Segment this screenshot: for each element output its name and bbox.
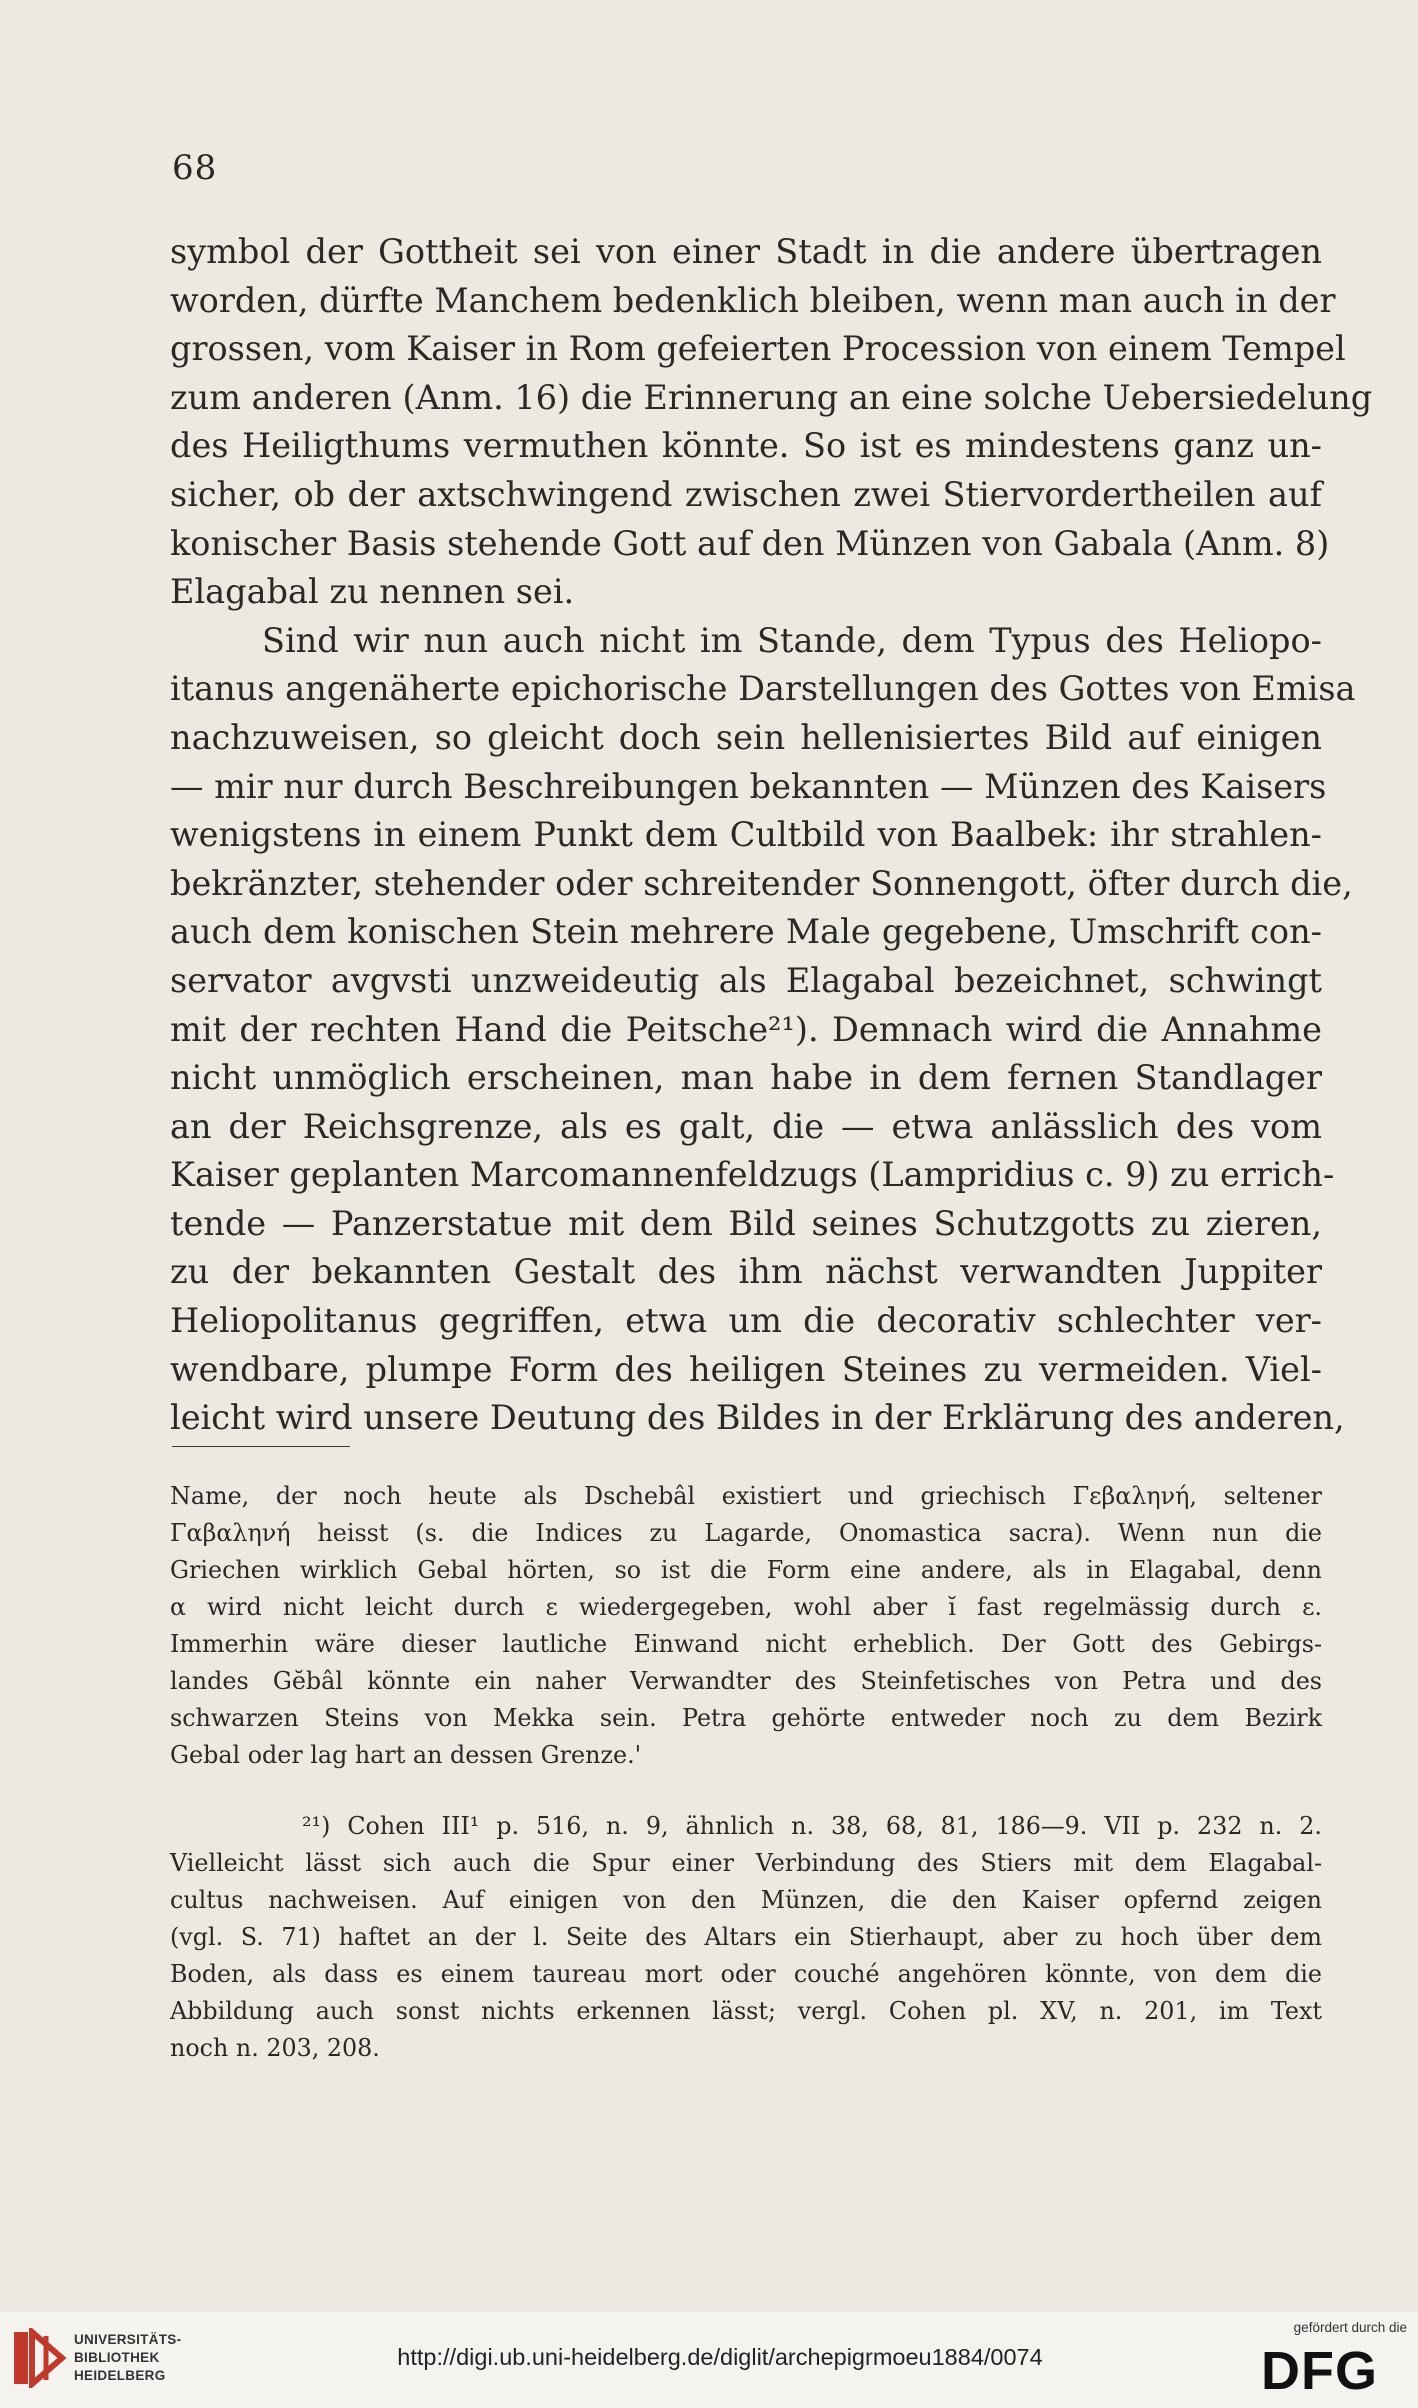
body-line: des Heiligthums vermuthen könnte. So ist es mindestens ganz un- [170, 426, 1322, 466]
source-url-link[interactable]: http://digi.ub.uni-heidelberg.de/diglit/archepigrmoeu1884/0074 [397, 2344, 1043, 2370]
footnote-line: Immerhin wäre dieser lautliche Einwand nicht erheblich. Der Gott des Gebirgs- [170, 1630, 1322, 1658]
footnote-line: schwarzen Steins von Mekka sein. Petra gehörte entweder noch zu dem Bezirk [170, 1704, 1322, 1732]
library-name-line: UNIVERSITÄTS- [74, 2332, 182, 2347]
footnote-continued [170, 1478, 1322, 1774]
body-line: Sind wir nun auch nicht im Stande, dem Typus des Heliopo- [262, 620, 1322, 660]
library-emblem-icon [12, 2328, 66, 2388]
footnote-line: ²¹) Cohen III¹ p. 516, n. 9, ähnlich n. 38, 68, 81, 186—9. VII p. 232 n. 2. [302, 1812, 1322, 1840]
body-line: grossen, vom Kaiser in Rom gefeierten Procession von einem Tempel [170, 329, 1346, 369]
footnote-line: Name, der noch heute als Dschebâl existiert und griechisch Γεβαληνή, seltener [170, 1482, 1322, 1510]
body-line: nicht unmöglich erscheinen, man habe in dem fernen Standlager [170, 1058, 1322, 1098]
body-line: konischer Basis stehende Gott auf den Münzen von Gabala (Anm. 8) [170, 523, 1330, 563]
body-line: — mir nur durch Beschreibungen bekannten — Münzen des Kaisers [170, 766, 1327, 806]
footnote-line: landes Gĕbâl könnte ein naher Verwandter des Steinfetisches von Petra und des [170, 1667, 1322, 1695]
library-name-line: HEIDELBERG [74, 2368, 166, 2383]
funder-caption: gefördert durch die [1293, 2320, 1407, 2335]
body-text [170, 228, 1373, 1443]
body-line: servator avgvsti unzweideutig als Elagabal bezeichnet, schwingt [170, 960, 1322, 1000]
footnote-line: Vielleicht lässt sich auch die Spur einer Verbindung des Stiers mit dem Elagabal- [170, 1849, 1322, 1877]
body-line: symbol der Gottheit sei von einer Stadt in die andere übertragen [170, 232, 1322, 271]
footnote-line: cultus nachweisen. Auf einigen von den Münzen, die den Kaiser opfernd zeigen [170, 1886, 1322, 1914]
body-line: Heliopolitanus gegriffen, etwa um die decorativ schlechter ver- [170, 1301, 1322, 1341]
body-line: wenigstens in einem Punkt dem Cultbild von Baalbek: ihr strahlen- [170, 815, 1322, 855]
body-line: leicht wird unsere Deutung des Bildes in der Erklärung des anderen, [170, 1398, 1345, 1438]
dfg-wordmark: DFG [1261, 2341, 1378, 2401]
body-line: an der Reichsgrenze, als es galt, die — etwa anlässlich des vom [170, 1106, 1322, 1146]
footnote-line: Abbildung auch sonst nichts erkennen lässt; vergl. Cohen pl. XV, n. 201, im Text [170, 1997, 1322, 2025]
dfg-logo[interactable] [1255, 2320, 1413, 2400]
body-line: sicher, ob der axtschwingend zwischen zwei Stiervordertheilen auf [170, 474, 1322, 514]
footnote-line: noch n. 203, 208. [170, 2034, 380, 2062]
body-line: bekränzter, stehender oder schreitender Sonnengott, öfter durch die, [170, 863, 1353, 903]
university-library-logo[interactable] [12, 2328, 187, 2388]
body-line: nachzuweisen, so gleicht doch sein hellenisiertes Bild auf einigen [170, 717, 1322, 757]
body-line: zum anderen (Anm. 16) die Erinnerung an eine solche Uebersiedelung [170, 377, 1373, 417]
footnote-line: Gebal oder lag hart an dessen Grenze.' [170, 1741, 642, 1769]
body-line: mit der rechten Hand die Peitsche²¹). Demnach wird die Annahme [170, 1009, 1322, 1049]
footnote-line: Griechen wirklich Gebal hörten, so ist die Form eine andere, als in Elagabal, denn [170, 1556, 1322, 1584]
footnote-21 [170, 1808, 1322, 2067]
body-line: worden, dürfte Manchem bedenklich bleiben, wenn man auch in der [170, 280, 1336, 320]
body-line: wendbare, plumpe Form des heiligen Steines zu vermeiden. Viel- [170, 1349, 1322, 1389]
footnote-line: Γαβαληνή heisst (s. die Indices zu Lagarde, Onomastica sacra). Wenn nun die [170, 1519, 1322, 1547]
footnote-line: α wird nicht leicht durch ε wiedergegeben, wohl aber ĭ fast regelmässig durch ε. [170, 1593, 1322, 1621]
footnote-line: Boden, als dass es einem taureau mort oder couché angehören könnte, von dem die [170, 1960, 1322, 1988]
body-line: itanus angenäherte epichorische Darstellungen des Gottes von Emisa [170, 669, 1356, 709]
library-name-line: BIBLIOTHEK [74, 2350, 160, 2365]
footnote-separator [172, 1446, 350, 1447]
body-line: zu der bekannten Gestalt des ihm nächst verwandten Juppiter [170, 1252, 1322, 1292]
body-line: tende — Panzerstatue mit dem Bild seines Schutzgotts zu zieren, [170, 1203, 1322, 1243]
page-number: 68 [172, 148, 218, 188]
body-line: auch dem konischen Stein mehrere Male gegebene, Umschrift con- [170, 912, 1322, 952]
footnote-line: (vgl. S. 71) haftet an der l. Seite des Altars ein Stierhaupt, aber zu hoch über dem [170, 1923, 1322, 1951]
body-line: Kaiser geplanten Marcomannenfeldzugs (Lampridius c. 9) zu errich- [170, 1155, 1335, 1195]
body-line: Elagabal zu nennen sei. [170, 572, 575, 612]
